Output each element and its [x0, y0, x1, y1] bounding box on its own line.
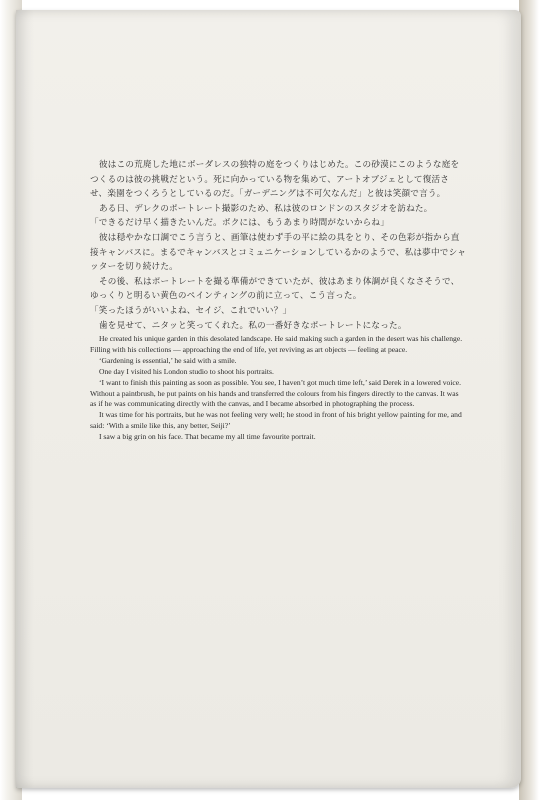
jp-paragraph: 「笑ったほうがいいよね、セイジ、これでいい？」 [90, 305, 292, 316]
en-paragraph: ‘I want to finish this painting as soon as possible. You see, I haven’t got much time left,’ said Derek in a lowered voice. Without a paintbrush, he put paints on his hands and transferred the colours from his fingers directly to the canvas. It was as if he was communicating directly with the canvas, and I became absorbed in photographing the process. [90, 377, 462, 409]
en-paragraph: I saw a big grin on his face. That became my all time favourite portrait. [99, 432, 316, 442]
jp-paragraph: 「できるだけ早く描きたいんだ。ボクには、もうあまり時間がないからね」 [90, 218, 389, 229]
en-paragraph: One day I visited his London studio to shoot his portraits. [99, 366, 274, 376]
book-page-edges-right [519, 0, 539, 800]
jp-paragraph: ある日、デレクのポートレート撮影のため、私は彼のロンドンのスタジオを訪ねた。 [99, 203, 433, 214]
jp-paragraph: 歯を見せて、ニタッと笑ってくれた。私の一番好きなポートレートになった。 [99, 320, 407, 331]
japanese-text-block [90, 158, 466, 333]
jp-paragraph: その後、私はポートレートを撮る準備ができていたが、彼はあまり体調が良くなさそうで、ゆっくりと明るい黄色のペインティングの前に立って、こう言った。 [90, 276, 460, 302]
english-text-block [90, 334, 466, 443]
en-paragraph: He created his unique garden in this desolated landscape. He said making such a garden in the desert was his challenge. Filling with his collections — approaching the end of life, yet reviving as art objects — feeling at peace. [90, 334, 463, 354]
page-gutter-shadow [16, 10, 34, 788]
jp-paragraph: 彼はこの荒廃した地にボーダレスの独特の庭をつくりはじめた。この砂漠にこのような庭をつくるのは彼の挑戦だという。死に向かっている物を集めて、アートオブジェとして復活させ、楽園をつくろうとしているのだ。「ガーデニングは不可欠なんだ」と彼は笑顔で言う。 [90, 160, 460, 200]
en-paragraph: It was time for his portraits, but he was not feeling very well; he stood in front of his bright yellow painting for me, and said: ‘With a smile like this, any better, Seiji?’ [90, 410, 462, 431]
en-paragraph: ‘Gardening is essential,’ he said with a smile. [99, 355, 237, 365]
book-page [16, 10, 521, 788]
jp-paragraph: 彼は穏やかな口調でこう言うと、画筆は使わず手の平に絵の具をとり、その色彩が指から直接キャンバスに。まるでキャンバスとコミュニケーションしているかのようで、私は夢中でシャッターを切り続けた。 [90, 232, 466, 273]
